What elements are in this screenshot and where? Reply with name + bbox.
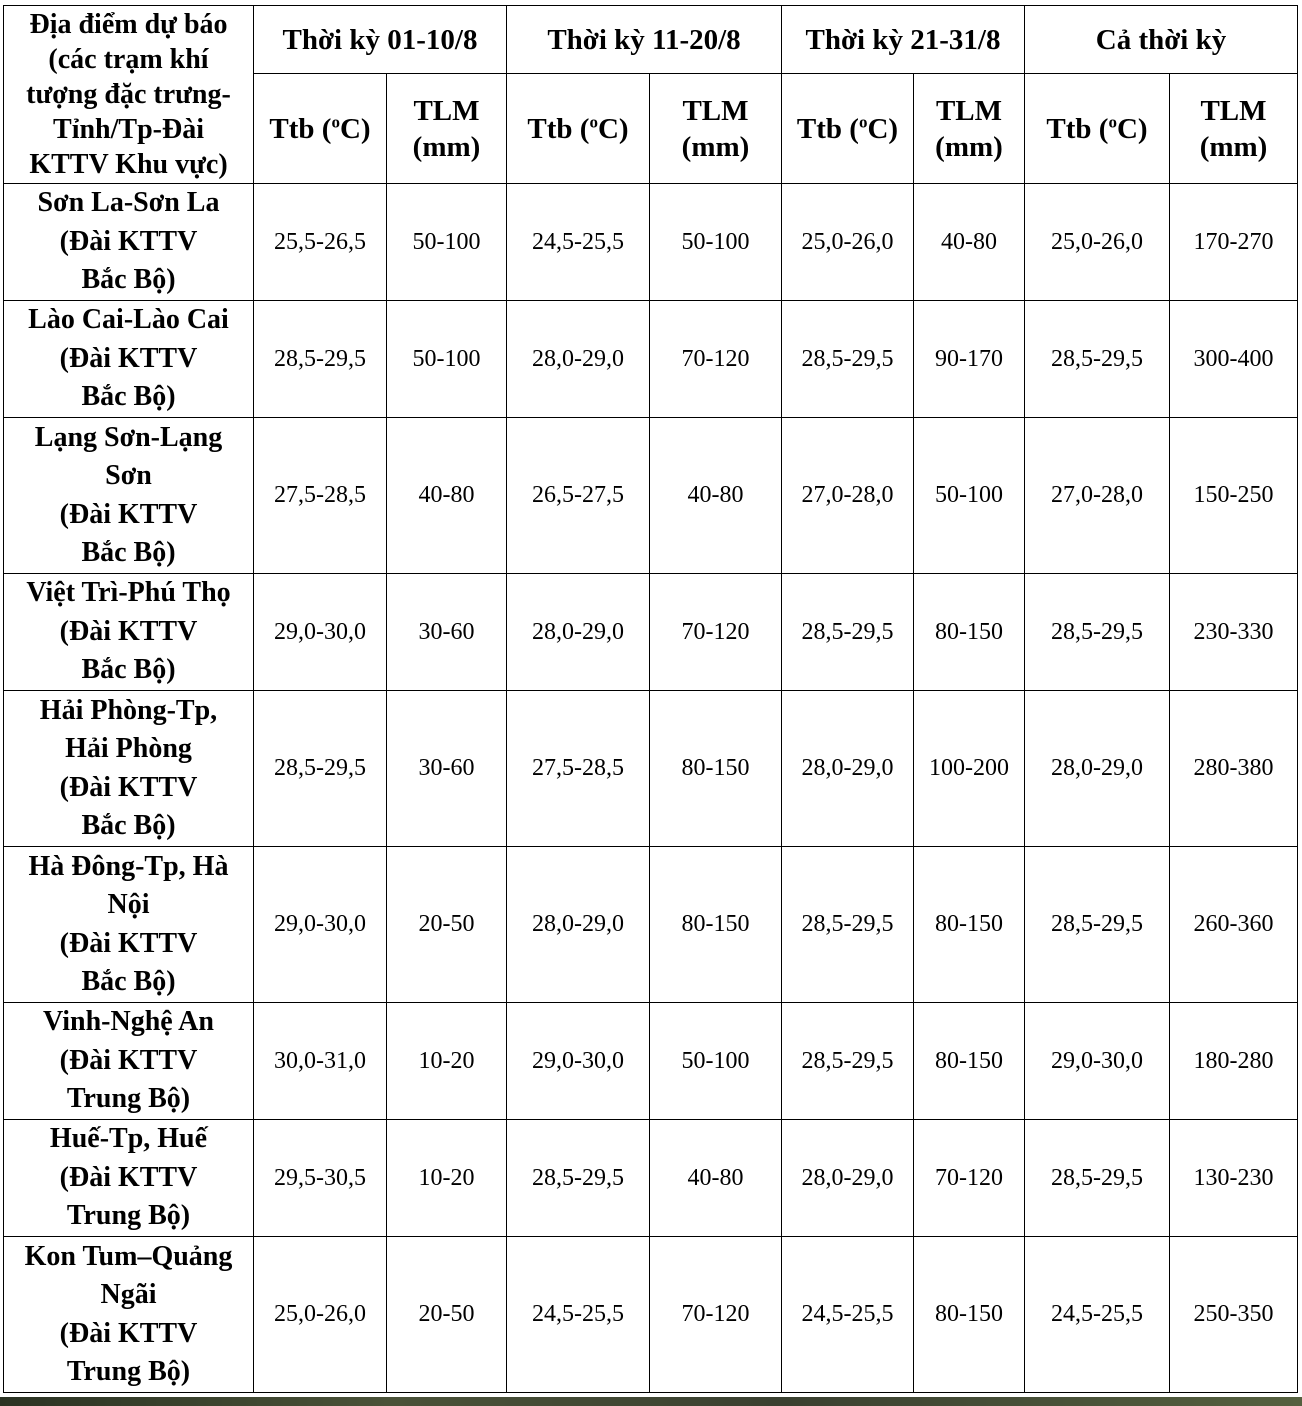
value-cell: 130-230 [1170, 1120, 1298, 1237]
location-line: (Đài KTTV [59, 225, 198, 257]
ttb-prefix: Ttb ( [1046, 112, 1109, 145]
ttb-suffix: C) [339, 112, 371, 145]
value-cell: 28,5-29,5 [507, 1120, 650, 1237]
value-cell: 150-250 [1170, 418, 1298, 574]
location-header [4, 6, 254, 184]
period-header-all: Cả thời kỳ [1025, 6, 1298, 74]
location-cell [4, 847, 254, 1003]
ttb-header [507, 74, 650, 184]
value-cell: 70-120 [650, 574, 782, 691]
value-cell: 50-100 [914, 418, 1025, 574]
value-cell: 30,0-31,0 [254, 1003, 387, 1120]
value-cell: 29,0-30,0 [507, 1003, 650, 1120]
location-header-line: Địa điểm dự báo [29, 9, 228, 40]
value-cell: 28,5-29,5 [1025, 847, 1170, 1003]
location-line: Nội [107, 889, 150, 920]
value-cell: 25,5-26,5 [254, 184, 387, 301]
value-cell: 40-80 [650, 418, 782, 574]
value-cell: 28,0-29,0 [782, 1120, 914, 1237]
value-cell: 80-150 [914, 847, 1025, 1003]
value-cell: 28,0-29,0 [1025, 691, 1170, 847]
location-line: (Đài KTTV [59, 927, 198, 959]
value-cell: 24,5-25,5 [507, 1237, 650, 1393]
value-cell: 28,5-29,5 [782, 574, 914, 691]
location-header-line: (các trạm khí [48, 44, 209, 75]
tlm-line2: (mm) [412, 130, 481, 163]
location-line: (Đài KTTV [59, 615, 198, 647]
value-cell: 300-400 [1170, 301, 1298, 418]
value-cell: 29,0-30,0 [254, 847, 387, 1003]
degree-sup: o [331, 111, 340, 131]
ttb-suffix: C) [1116, 112, 1148, 145]
value-cell: 25,0-26,0 [782, 184, 914, 301]
table-row [4, 1237, 1298, 1393]
tlm-line1: TLM [682, 94, 749, 127]
value-cell: 260-360 [1170, 847, 1298, 1003]
value-cell: 25,0-26,0 [1025, 184, 1170, 301]
value-cell: 28,5-29,5 [254, 301, 387, 418]
value-cell: 70-120 [650, 1237, 782, 1393]
tlm-header [387, 74, 507, 184]
table-row [4, 1120, 1298, 1237]
value-cell: 28,0-29,0 [507, 847, 650, 1003]
value-cell: 26,5-27,5 [507, 418, 650, 574]
value-cell: 250-350 [1170, 1237, 1298, 1393]
value-cell: 70-120 [914, 1120, 1025, 1237]
location-line: Hà Đông-Tp, Hà [28, 850, 229, 882]
tlm-line2: (mm) [1199, 130, 1268, 163]
value-cell: 24,5-25,5 [1025, 1237, 1170, 1393]
value-cell: 28,5-29,5 [1025, 301, 1170, 418]
location-line: (Đài KTTV [59, 1161, 198, 1193]
value-cell: 80-150 [650, 847, 782, 1003]
tlm-line1: TLM [413, 94, 480, 127]
table-row [4, 418, 1298, 574]
location-line: Kon Tum–Quảng [24, 1240, 233, 1272]
value-cell: 29,0-30,0 [254, 574, 387, 691]
value-cell: 280-380 [1170, 691, 1298, 847]
period-header-2: Thời kỳ 11-20/8 [507, 6, 782, 74]
table-row [4, 184, 1298, 301]
value-cell: 28,5-29,5 [254, 691, 387, 847]
ttb-suffix: C) [867, 112, 899, 145]
tlm-line1: TLM [935, 94, 1003, 127]
location-header-line: tượng đặc trưng- [26, 79, 231, 110]
location-line: (Đài KTTV [59, 342, 198, 374]
value-cell: 170-270 [1170, 184, 1298, 301]
value-cell: 100-200 [914, 691, 1025, 847]
value-cell: 27,5-28,5 [254, 418, 387, 574]
ttb-header [254, 74, 387, 184]
location-cell [4, 574, 254, 691]
header-row-periods [4, 6, 1298, 74]
location-cell [4, 1003, 254, 1120]
value-cell: 28,5-29,5 [782, 301, 914, 418]
value-cell: 230-330 [1170, 574, 1298, 691]
value-cell: 50-100 [650, 1003, 782, 1120]
location-line: Bắc Bộ) [81, 810, 176, 841]
location-line: Sơn La-Sơn La [37, 187, 220, 219]
location-cell [4, 691, 254, 847]
location-line: Ngãi [100, 1279, 157, 1310]
location-line: Hải Phòng-Tp, [39, 694, 218, 726]
location-line: Bắc Bộ) [81, 381, 176, 413]
value-cell: 30-60 [387, 574, 507, 691]
value-cell: 29,0-30,0 [1025, 1003, 1170, 1120]
value-cell: 28,5-29,5 [1025, 1120, 1170, 1237]
location-line: Huế-Tp, Huế [49, 1123, 208, 1155]
value-cell: 27,0-28,0 [1025, 418, 1170, 574]
value-cell: 90-170 [914, 301, 1025, 418]
ttb-header [782, 74, 914, 184]
location-cell [4, 1237, 254, 1393]
degree-sup: o [589, 111, 598, 131]
value-cell: 28,0-29,0 [507, 301, 650, 418]
location-line: (Đài KTTV [59, 1317, 198, 1349]
value-cell: 10-20 [387, 1003, 507, 1120]
location-line: Sơn [105, 460, 152, 491]
location-cell [4, 418, 254, 574]
value-cell: 80-150 [914, 574, 1025, 691]
tlm-header [1170, 74, 1298, 184]
location-line: Lạng Sơn-Lạng [34, 421, 223, 453]
tlm-header [650, 74, 782, 184]
value-cell: 70-120 [650, 301, 782, 418]
location-line: Bắc Bộ) [81, 537, 176, 568]
tlm-line1: TLM [1200, 94, 1267, 127]
ttb-suffix: C) [597, 112, 629, 145]
value-cell: 28,5-29,5 [782, 1003, 914, 1120]
tlm-line2: (mm) [935, 130, 1003, 163]
tlm-header [914, 74, 1025, 184]
table-row [4, 691, 1298, 847]
value-cell: 180-280 [1170, 1003, 1298, 1120]
location-line: Lào Cai-Lào Cai [28, 304, 229, 336]
value-cell: 28,0-29,0 [507, 574, 650, 691]
location-line: Bắc Bộ) [81, 264, 176, 296]
ttb-header [1025, 74, 1170, 184]
period-header-3: Thời kỳ 21-31/8 [782, 6, 1025, 74]
table-row [4, 301, 1298, 418]
location-header-line: KTTV Khu vực) [29, 149, 228, 180]
ttb-prefix: Ttb ( [796, 112, 859, 145]
location-cell [4, 184, 254, 301]
value-cell: 40-80 [650, 1120, 782, 1237]
location-line: Việt Trì-Phú Thọ [26, 577, 231, 609]
value-cell: 40-80 [914, 184, 1025, 301]
value-cell: 28,5-29,5 [1025, 574, 1170, 691]
value-cell: 25,0-26,0 [254, 1237, 387, 1393]
location-cell [4, 301, 254, 418]
location-line: Trung Bộ) [66, 1083, 191, 1115]
table-row [4, 847, 1298, 1003]
value-cell: 28,0-29,0 [782, 691, 914, 847]
tlm-line2: (mm) [681, 130, 750, 163]
ttb-prefix: Ttb ( [269, 112, 332, 145]
value-cell: 30-60 [387, 691, 507, 847]
location-line: Trung Bộ) [66, 1200, 191, 1232]
location-line: Hải Phòng [65, 733, 192, 764]
table-row [4, 574, 1298, 691]
value-cell: 29,5-30,5 [254, 1120, 387, 1237]
value-cell: 50-100 [650, 184, 782, 301]
value-cell: 20-50 [387, 847, 507, 1003]
value-cell: 10-20 [387, 1120, 507, 1237]
value-cell: 20-50 [387, 1237, 507, 1393]
period-header-1: Thời kỳ 01-10/8 [254, 6, 507, 74]
value-cell: 28,5-29,5 [782, 847, 914, 1003]
value-cell: 27,0-28,0 [782, 418, 914, 574]
location-line: Trung Bộ) [66, 1356, 191, 1387]
table-row [4, 1003, 1298, 1120]
bottom-image-strip [0, 1397, 1302, 1406]
value-cell: 40-80 [387, 418, 507, 574]
location-line: (Đài KTTV [59, 771, 198, 803]
degree-sup: o [858, 111, 868, 131]
forecast-table [3, 5, 1298, 1393]
value-cell: 24,5-25,5 [507, 184, 650, 301]
location-line: Bắc Bộ) [81, 966, 176, 997]
location-header-line: Tỉnh/Tp-Đài [53, 114, 204, 145]
value-cell: 50-100 [387, 301, 507, 418]
location-cell [4, 1120, 254, 1237]
value-cell: 27,5-28,5 [507, 691, 650, 847]
degree-sup: o [1108, 111, 1117, 131]
location-line: (Đài KTTV [59, 498, 198, 530]
location-line: (Đài KTTV [59, 1044, 198, 1076]
value-cell: 80-150 [914, 1237, 1025, 1393]
value-cell: 80-150 [650, 691, 782, 847]
location-line: Bắc Bộ) [81, 654, 176, 686]
ttb-prefix: Ttb ( [527, 112, 590, 145]
value-cell: 80-150 [914, 1003, 1025, 1120]
value-cell: 24,5-25,5 [782, 1237, 914, 1393]
location-line: Vinh-Nghệ An [43, 1006, 214, 1038]
value-cell: 50-100 [387, 184, 507, 301]
